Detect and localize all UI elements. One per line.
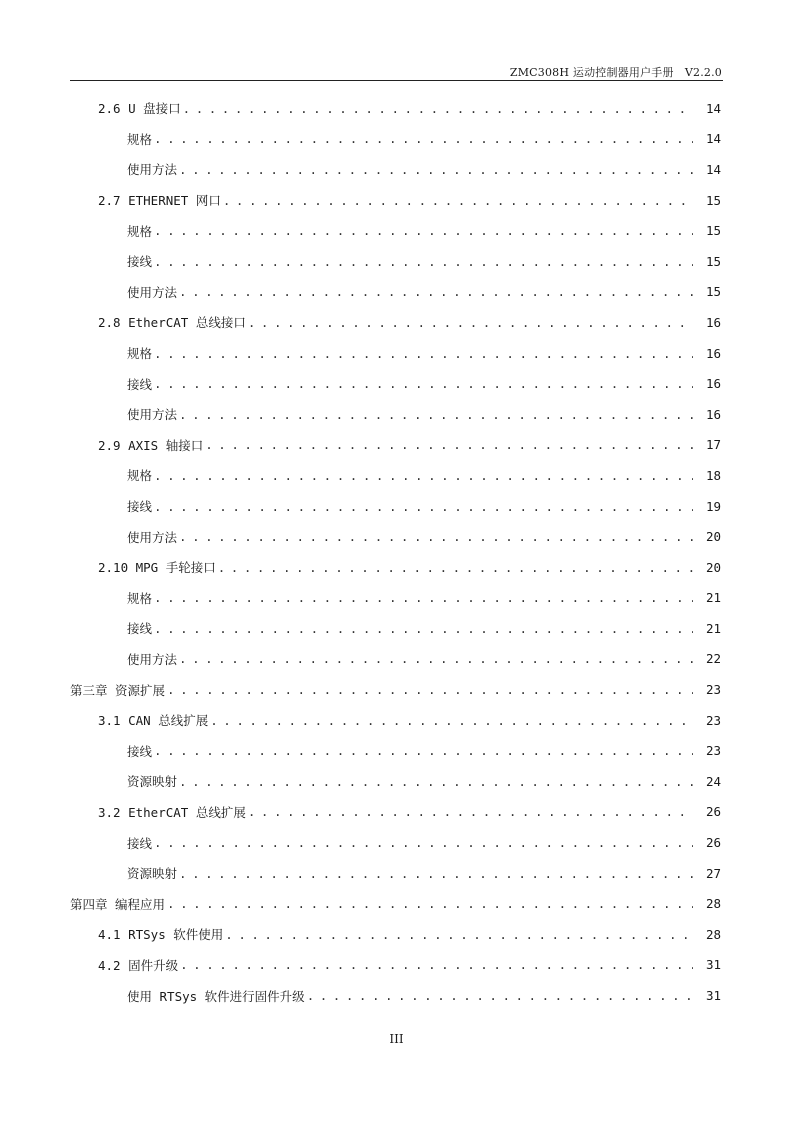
toc-entry[interactable] bbox=[0, 613, 793, 644]
toc-dot-leader bbox=[248, 315, 693, 330]
toc-entry-page-number: 18 bbox=[705, 467, 721, 483]
toc-dot-leader bbox=[180, 957, 693, 972]
toc-entry-page-number: 15 bbox=[705, 284, 721, 300]
page-header: ZMC308H 运动控制器用户手册 V2.2.0 bbox=[509, 66, 722, 79]
toc-entry-title: 2.6 U 盘接口 bbox=[98, 101, 181, 117]
toc-entry-title: 规格 bbox=[127, 346, 153, 362]
toc-entry[interactable] bbox=[0, 124, 793, 155]
toc-entry-page-number: 16 bbox=[705, 406, 721, 422]
toc-entry-title: 2.8 EtherCAT 总线接口 bbox=[98, 315, 246, 331]
toc-entry[interactable] bbox=[0, 338, 793, 369]
toc-entry-page-number: 21 bbox=[705, 620, 721, 636]
toc-entry[interactable] bbox=[0, 735, 793, 766]
toc-entry-page-number: 21 bbox=[705, 590, 721, 606]
toc-entry-title: 使用方法 bbox=[127, 651, 178, 667]
toc-entry-page-number: 16 bbox=[705, 314, 721, 330]
toc-entry-page-number: 17 bbox=[705, 437, 721, 453]
toc-dot-leader bbox=[154, 223, 693, 238]
toc-dot-leader bbox=[179, 162, 693, 177]
toc-entry-title: 2.9 AXIS 轴接口 bbox=[98, 437, 204, 453]
toc-entry-title: 4.1 RTSys 软件使用 bbox=[98, 927, 224, 943]
toc-entry-page-number: 28 bbox=[705, 926, 721, 942]
toc-entry-title: 接线 bbox=[127, 743, 153, 759]
toc-entry-page-number: 14 bbox=[705, 131, 721, 147]
toc-entry[interactable] bbox=[0, 93, 793, 124]
toc-entry[interactable] bbox=[0, 644, 793, 675]
toc-entry-title: 接线 bbox=[127, 254, 153, 270]
toc-entry-page-number: 16 bbox=[705, 345, 721, 361]
toc-entry-title: 使用 RTSys 软件进行固件升级 bbox=[127, 988, 305, 1004]
toc-entry-page-number: 15 bbox=[705, 253, 721, 269]
toc-entry-page-number: 27 bbox=[705, 865, 721, 881]
toc-entry-page-number: 19 bbox=[705, 498, 721, 514]
toc-entry-page-number: 15 bbox=[705, 223, 721, 239]
toc-entry[interactable] bbox=[0, 980, 793, 1011]
toc-dot-leader bbox=[307, 988, 693, 1003]
toc-entry-title: 使用方法 bbox=[127, 529, 178, 545]
toc-entry[interactable] bbox=[0, 919, 793, 950]
toc-entry[interactable] bbox=[0, 888, 793, 919]
toc-entry[interactable] bbox=[0, 552, 793, 583]
toc-entry-title: 资源映射 bbox=[127, 774, 178, 790]
toc-entry-page-number: 31 bbox=[705, 988, 721, 1004]
toc-dot-leader bbox=[154, 590, 693, 605]
toc-entry[interactable] bbox=[0, 277, 793, 308]
toc-entry-title: 3.2 EtherCAT 总线扩展 bbox=[98, 804, 246, 820]
toc-entry-title: 接线 bbox=[127, 621, 153, 637]
toc-entry-page-number: 20 bbox=[705, 559, 721, 575]
toc-entry-title: 接线 bbox=[127, 376, 153, 392]
toc-entry-title: 资源映射 bbox=[127, 866, 178, 882]
toc-entry[interactable] bbox=[0, 460, 793, 491]
header-rule bbox=[70, 80, 723, 81]
toc-entry[interactable] bbox=[0, 215, 793, 246]
toc-entry-page-number: 22 bbox=[705, 651, 721, 667]
toc-entry-page-number: 14 bbox=[705, 161, 721, 177]
toc-dot-leader bbox=[167, 896, 693, 911]
toc-entry[interactable] bbox=[0, 521, 793, 552]
toc-dot-leader bbox=[179, 774, 693, 789]
toc-entry-title: 规格 bbox=[127, 590, 153, 606]
toc-dot-leader bbox=[179, 529, 693, 544]
toc-entry-page-number: 23 bbox=[705, 682, 721, 698]
toc-entry-page-number: 31 bbox=[705, 957, 721, 973]
toc-entry[interactable] bbox=[0, 705, 793, 736]
toc-dot-leader bbox=[154, 835, 693, 850]
toc-entry[interactable] bbox=[0, 307, 793, 338]
table-of-contents bbox=[0, 93, 793, 1011]
toc-entry[interactable] bbox=[0, 430, 793, 461]
toc-dot-leader bbox=[154, 346, 693, 361]
toc-dot-leader bbox=[225, 927, 693, 942]
toc-dot-leader bbox=[205, 437, 693, 452]
toc-entry-page-number: 23 bbox=[705, 743, 721, 759]
toc-entry-title: 第三章 资源扩展 bbox=[70, 682, 166, 698]
toc-dot-leader bbox=[248, 804, 693, 819]
toc-dot-leader bbox=[179, 284, 693, 299]
toc-entry[interactable] bbox=[0, 491, 793, 522]
toc-entry[interactable] bbox=[0, 674, 793, 705]
page-number: III bbox=[389, 1032, 404, 1046]
toc-dot-leader bbox=[154, 131, 693, 146]
toc-entry-title: 3.1 CAN 总线扩展 bbox=[98, 713, 209, 729]
toc-entry-title: 使用方法 bbox=[127, 407, 178, 423]
toc-entry-title: 4.2 固件升级 bbox=[98, 957, 179, 973]
toc-entry-title: 2.10 MPG 手轮接口 bbox=[98, 560, 216, 576]
toc-dot-leader bbox=[154, 254, 693, 269]
toc-entry[interactable] bbox=[0, 797, 793, 828]
toc-entry-title: 2.7 ETHERNET 网口 bbox=[98, 193, 221, 209]
toc-entry[interactable] bbox=[0, 399, 793, 430]
toc-entry[interactable] bbox=[0, 766, 793, 797]
toc-entry-title: 接线 bbox=[127, 835, 153, 851]
toc-entry-page-number: 16 bbox=[705, 376, 721, 392]
toc-dot-leader bbox=[179, 866, 693, 881]
toc-entry[interactable] bbox=[0, 246, 793, 277]
toc-dot-leader bbox=[179, 407, 693, 422]
toc-entry[interactable] bbox=[0, 950, 793, 981]
toc-entry[interactable] bbox=[0, 185, 793, 216]
toc-entry-page-number: 14 bbox=[705, 100, 721, 116]
toc-entry-title: 第四章 编程应用 bbox=[70, 896, 166, 912]
toc-entry[interactable] bbox=[0, 583, 793, 614]
toc-entry-page-number: 20 bbox=[705, 529, 721, 545]
toc-entry-page-number: 24 bbox=[705, 773, 721, 789]
toc-dot-leader bbox=[154, 468, 693, 483]
toc-entry[interactable] bbox=[0, 154, 793, 185]
toc-entry-title: 规格 bbox=[127, 131, 153, 147]
toc-dot-leader bbox=[223, 193, 693, 208]
toc-dot-leader bbox=[154, 376, 693, 391]
toc-entry-title: 规格 bbox=[127, 223, 153, 239]
toc-dot-leader bbox=[183, 101, 693, 116]
toc-dot-leader bbox=[154, 621, 693, 636]
toc-entry-title: 规格 bbox=[127, 468, 153, 484]
toc-entry-title: 使用方法 bbox=[127, 284, 178, 300]
toc-entry-page-number: 28 bbox=[705, 896, 721, 912]
toc-entry-page-number: 26 bbox=[705, 804, 721, 820]
toc-entry-title: 接线 bbox=[127, 499, 153, 515]
toc-dot-leader bbox=[154, 499, 693, 514]
toc-entry-page-number: 15 bbox=[705, 192, 721, 208]
toc-entry-page-number: 26 bbox=[705, 835, 721, 851]
toc-entry-page-number: 23 bbox=[705, 712, 721, 728]
toc-dot-leader bbox=[167, 682, 693, 697]
toc-entry[interactable] bbox=[0, 858, 793, 889]
toc-dot-leader bbox=[179, 651, 693, 666]
toc-entry[interactable] bbox=[0, 368, 793, 399]
toc-dot-leader bbox=[154, 743, 693, 758]
toc-dot-leader bbox=[210, 713, 693, 728]
toc-entry[interactable] bbox=[0, 827, 793, 858]
toc-entry-title: 使用方法 bbox=[127, 162, 178, 178]
toc-dot-leader bbox=[218, 560, 693, 575]
